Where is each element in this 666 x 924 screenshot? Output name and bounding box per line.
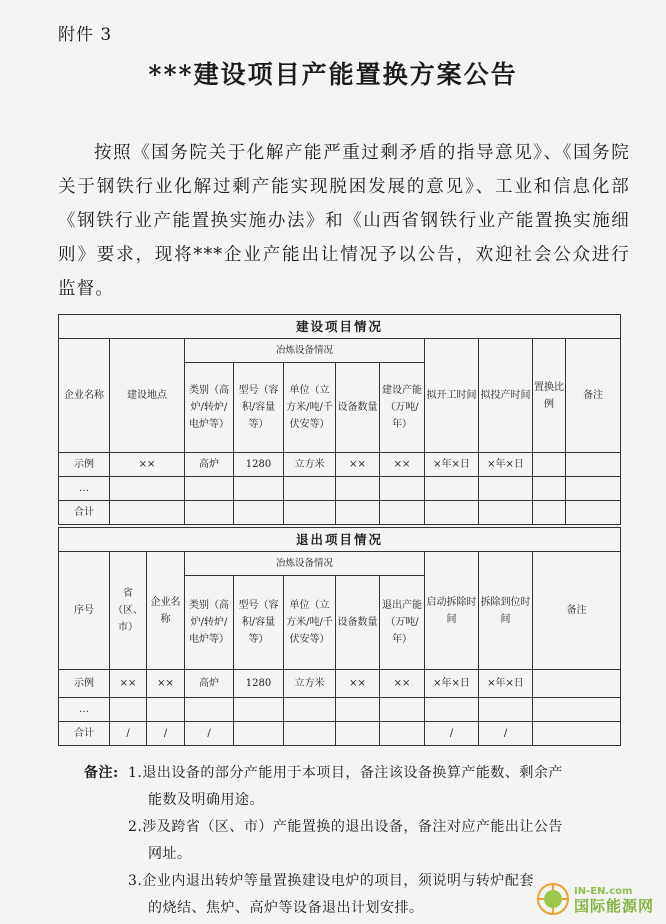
table-cell (336, 501, 380, 525)
table-cell: 1280 (234, 670, 284, 698)
table-cell: 示例 (59, 670, 110, 698)
header-cell: 备注 (566, 339, 621, 453)
table-cell: 高炉 (185, 453, 234, 477)
table-cell (284, 501, 336, 525)
table-cell: ×× (147, 670, 185, 698)
table-cell (380, 477, 425, 501)
note-item-continued: 能数及明确用途。 (148, 792, 264, 808)
table-cell: ×× (110, 453, 185, 477)
equip-group-header: 冶炼设备情况 (185, 339, 425, 363)
table-cell (479, 501, 533, 525)
watermark (536, 882, 654, 916)
header-cell: 备注 (533, 552, 621, 670)
note-item: 2.涉及跨省（区、市）产能置换的退出设备，备注对应产能出让公告 (128, 819, 563, 835)
table-cell (566, 477, 621, 501)
table-cell: … (59, 477, 110, 501)
table-cell: ×× (336, 453, 380, 477)
notes-label: 备注: (84, 765, 119, 781)
intro-paragraph: 按照《国务院关于化解产能严重过剩矛盾的指导意见》、《国务院关于钢铁行业化解过剩产能实现脱困发展的意见》、工业和信息化部《钢铁行业产能置换实施办法》和《山西省钢铁行业产能置换实施细则》要求，现将***企业产能出让情况予以公告，欢迎社会公众进行监督。 (58, 143, 630, 299)
table-cell (234, 698, 284, 722)
header-cell: 类别（高炉/转炉/电炉等） (185, 363, 234, 453)
table-cell (380, 698, 425, 722)
table-cell (380, 722, 425, 746)
note-item: 1.退出设备的部分产能用于本项目，备注该设备换算产能数、剩余产 (128, 765, 563, 781)
notes-section (84, 760, 594, 922)
table-cell (533, 722, 621, 746)
table-cell: … (59, 698, 110, 722)
table-cell (533, 698, 621, 722)
table-row (59, 698, 621, 722)
header-cell: 单位（立方米/吨/千伏安等） (284, 363, 336, 453)
table-cell: / (185, 722, 234, 746)
table-cell (425, 501, 479, 525)
header-cell: 设备数量 (336, 576, 380, 670)
energy-logo-icon (536, 882, 570, 916)
table-cell: 立方米 (284, 670, 336, 698)
table-cell: 高炉 (185, 670, 234, 698)
table-cell (185, 477, 234, 501)
table-cell: 示例 (59, 453, 110, 477)
table-cell (234, 501, 284, 525)
table-cell (147, 698, 185, 722)
table-cell (336, 477, 380, 501)
document-title: ***建设项目产能置换方案公告 (148, 60, 518, 89)
table-cell (185, 501, 234, 525)
table-cell (336, 722, 380, 746)
table-cell (185, 698, 234, 722)
header-cell: 型号（容积/容量等） (234, 363, 284, 453)
table-cell (533, 453, 566, 477)
table-cell: ×年×日 (425, 453, 479, 477)
table-row (59, 670, 621, 698)
table-cell: ×年×日 (479, 453, 533, 477)
table-cell: 合计 (59, 501, 110, 525)
table-cell (110, 501, 185, 525)
build-section-title: 建设项目情况 (59, 315, 621, 339)
table-row (59, 501, 621, 525)
watermark-cn: 国际能源网 (573, 897, 654, 915)
exit-section-title: 退出项目情况 (59, 528, 621, 552)
table-cell (533, 670, 621, 698)
watermark-en: IN-EN.com (573, 886, 633, 897)
table-cell: / (110, 722, 147, 746)
table-cell: / (479, 722, 533, 746)
header-cell: 企业名称 (147, 552, 185, 670)
equip-group-header: 冶炼设备情况 (185, 552, 425, 576)
note-item: 3.企业内退出转炉等量置换建设电炉的项目，须说明与转炉配套 (128, 873, 534, 889)
table-cell (566, 453, 621, 477)
header-cell: 退出产能（万吨/年） (380, 576, 425, 670)
table-cell (284, 722, 336, 746)
header-cell: 设备数量 (336, 363, 380, 453)
header-cell: 型号（容积/容量等） (234, 576, 284, 670)
table-cell (479, 477, 533, 501)
table-row (59, 453, 621, 477)
header-cell: 企业名称 (59, 339, 110, 453)
table-cell (284, 477, 336, 501)
table-cell (425, 698, 479, 722)
note-item-continued: 网址。 (148, 846, 192, 862)
table-cell (234, 722, 284, 746)
header-cell: 拟开工时间 (425, 339, 479, 453)
exit-project-table (58, 527, 621, 746)
header-cell: 单位（立方米/吨/千伏安等） (284, 576, 336, 670)
table-cell (110, 698, 147, 722)
header-cell: 置换比例 (533, 339, 566, 453)
table-cell: ×× (336, 670, 380, 698)
table-cell: ×× (110, 670, 147, 698)
table-cell (533, 501, 566, 525)
table-cell: ×年×日 (479, 670, 533, 698)
table-cell (479, 698, 533, 722)
note-item-continued: 的烧结、焦炉、高炉等设备退出计划安排。 (148, 900, 424, 916)
table-cell (425, 477, 479, 501)
header-cell: 省（区、市） (110, 552, 147, 670)
header-cell: 建设地点 (110, 339, 185, 453)
table-cell: / (147, 722, 185, 746)
table-cell (110, 477, 185, 501)
table-cell: / (425, 722, 479, 746)
table-cell (533, 477, 566, 501)
table-cell: ×年×日 (425, 670, 479, 698)
table-cell (380, 501, 425, 525)
header-cell: 建设产能（万吨/年） (380, 363, 425, 453)
table-row (59, 477, 621, 501)
table-cell (336, 698, 380, 722)
build-project-table (58, 314, 621, 525)
header-cell: 序号 (59, 552, 110, 670)
table-cell: ×× (380, 453, 425, 477)
table-cell (284, 698, 336, 722)
table-cell: 立方米 (284, 453, 336, 477)
header-cell: 拆除到位时间 (479, 552, 533, 670)
header-cell: 启动拆除时间 (425, 552, 479, 670)
header-cell: 类别（高炉/转炉/电炉等） (185, 576, 234, 670)
table-row (59, 722, 621, 746)
table-cell (234, 477, 284, 501)
table-cell: ×× (380, 670, 425, 698)
attachment-label: 附件 3 (58, 25, 113, 45)
table-cell: 1280 (234, 453, 284, 477)
table-cell (566, 501, 621, 525)
table-cell: 合计 (59, 722, 110, 746)
header-cell: 拟投产时间 (479, 339, 533, 453)
